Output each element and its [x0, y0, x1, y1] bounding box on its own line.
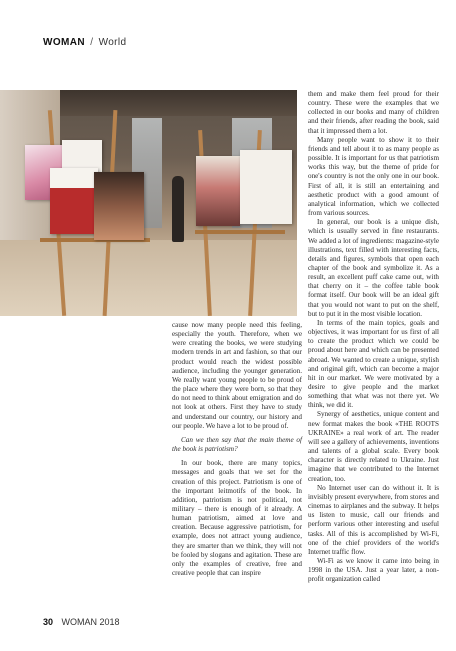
article-paragraph: Synergy of aesthetics, unique content and new format makes the book «THE ROOTS UKRAINE» a real work of art. The reader will see a gallery of achievements, inventions and talents of a global scale. Every book character is directly related to Ukraine. Just imagine that we contributed to the Internet creation, too. — [308, 410, 439, 483]
article-paragraph: Many people want to show it to their friends and tell about it to as many people as possible. It is important for us that patriotism works this way, but the theme of pride for one's country is not the only one in our book. First of all, it is still an entertaining and aesthetic product with a good amount of analytical information, which we collected from various sources. — [308, 135, 439, 218]
article-paragraph: No Internet user can do without it. It is invisibly present everywhere, from stores and cinemas to airplanes and the subway. It helps us listen to music, call our friends and perform various other interesting and useful tasks. All of this is accomplished by Wi-Fi, one of the chief providers of the world's Internet traffic flow. — [308, 483, 439, 556]
section-header — [43, 37, 127, 48]
article-paragraph: In our book, there are many topics, messages and goals that we set for the creation of this project. Patriotism is one of the important leitmotifs of the book. In addition, patriotism is not political, not military – there is enough of it already. A human patriotism, aimed at love and creation. Because aggressive patriotism, for example, does not attract young audience, they are smarter than we think, they will not be fooled by slogans and agitation. These are only the examples of creative, free and creative people that can inspire — [172, 459, 302, 578]
article-paragraph: In terms of the main topics, goals and objectives, it was important for us first of all to create the product which we could be proud about here and which can be presented abroad. We wanted to create a unique, stylish and original gift, which can become a major hit in our market. We were motivated by a desire to give people and the market something that what was not there yet. We think, we did it. — [308, 318, 439, 410]
section-name: WOMAN — [43, 37, 85, 48]
article-paragraph: them and make them feel proud for their country. These were the examples that we collected in our books and many of children and their friends, after reading the book, said that it impressed them a lot. — [308, 90, 439, 135]
magazine-cover-red-icon — [50, 168, 98, 234]
publication-name: WOMAN 2018 — [61, 617, 120, 627]
exhibition-photo — [0, 90, 297, 316]
easel-tray — [195, 230, 285, 234]
page-number: 30 — [43, 617, 54, 627]
article-paragraph: cause now many people need this feeling, especially the youth. Therefore, when we were creating the books, we were studying modern trends in art and fashion, so that our product would reach the widest possible audience, including the younger generation. We really want young people to be proud of the place where they were born, so that they do not need to think about emigration and do not look at others. First they have to study and understand our country, our history and our people. We have a lot to be proud of. — [172, 321, 302, 430]
section-separator: / — [90, 37, 94, 48]
magazine-cover-portrait-icon — [196, 156, 240, 226]
subsection-name: World — [98, 37, 127, 48]
photo-person — [172, 176, 184, 242]
magazine-cover-roots-icon — [94, 172, 144, 240]
page-footer — [43, 617, 120, 627]
interview-question: Can we then say that the main theme of the book is patriotism? — [172, 435, 302, 454]
article-column-right — [308, 90, 439, 584]
article-paragraph: Wi-Fi as we know it came into being in 1998 in the USA. Just a year later, a non-profit organization called — [308, 556, 439, 584]
magazine-cover-white-icon — [240, 150, 292, 224]
article-column-middle — [172, 321, 302, 578]
article-paragraph: In general, our book is a unique dish, which is usually served in fine restaurants. We added a lot of ingredients: magazine-style illustrations, text filled with interesting facts, details and figures, symbols that open each chapter of the book and symbolize it. As a result, an excellent puff cake came out, with that cherry on it – the coffee table book format itself. Our book will be an ideal gift that you would not want to put on the shelf, but to put it in the most visible location. — [308, 218, 439, 318]
